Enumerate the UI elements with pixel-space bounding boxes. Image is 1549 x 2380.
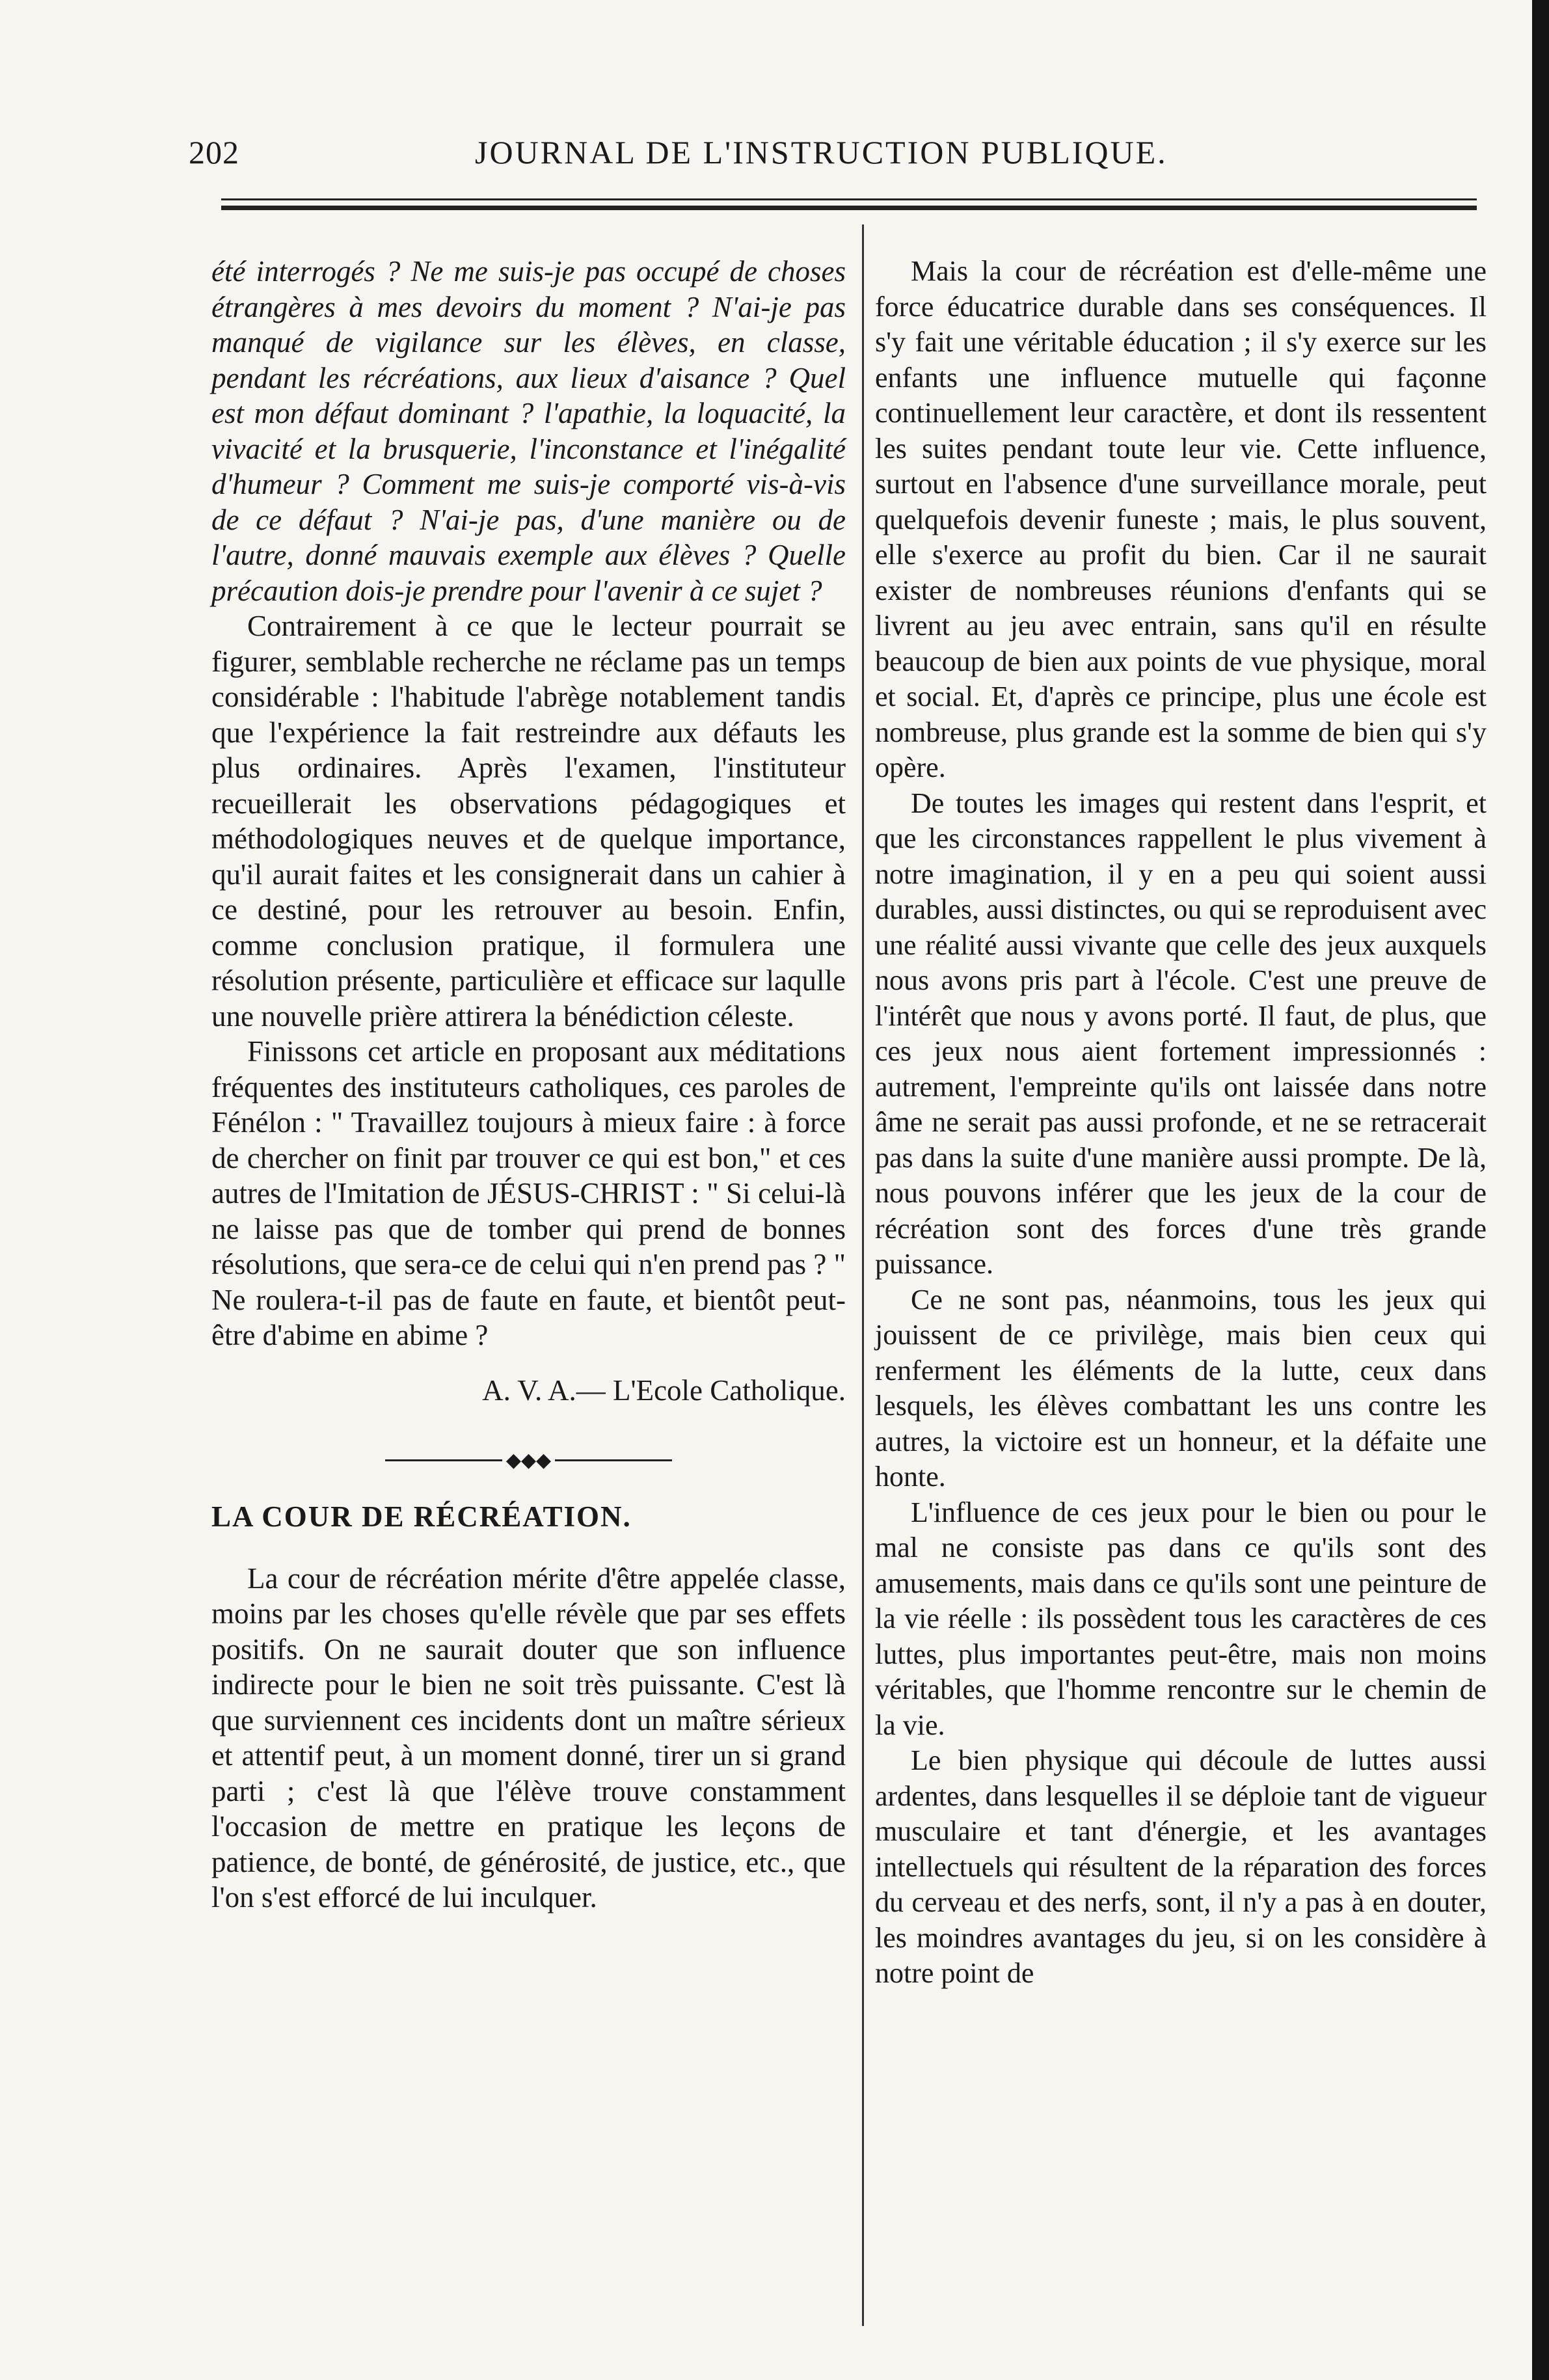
section-title: LA COUR DE RÉCRÉATION.	[211, 1500, 632, 1533]
article-signature: A. V. A.— L'Ecole Catholique.	[482, 1373, 846, 1407]
page-binding-edge	[1532, 0, 1549, 2380]
page-header	[189, 133, 1490, 179]
paragraph: L'influence de ces jeux pour le bien ou pour le mal ne consiste pas dans ce qu'ils sont des amusements, mais dans ce qu'ils sont une peinture de la vie réelle : ils possèdent tous les caractères de ces luttes, plus importantes peut-être, mais non moins véritables, que l'homme rencontre sur le chemin de la vie.	[875, 1496, 1487, 1741]
ornament-rule-right	[555, 1459, 672, 1461]
paragraph: Contrairement à ce que le lecteur pourrait se figurer, semblable recherche ne réclame pas un temps considérable : l'habitude l'abrège notablement tandis que l'expérience la fait restreindre aux défauts les plus ordinaires. Après l'examen, l'instituteur recueillerait les observations pédagogiques et méthodologiques neuves et de quelque importance, qu'il aurait faites et les consignerait dans un cahier à ce destiné, pour les retrouver au besoin. Enfin, comme conclusion pratique, il formulera une résolution présente, particulière et efficace sur laqulle une nouvelle prière attirera la bénédiction céleste.	[211, 610, 846, 1033]
left-column	[211, 254, 846, 1915]
paragraph: Finissons cet article en proposant aux méditations fréquentes des instituteurs catholiques, ces paroles de Fénélon : " Travaillez toujours à mieux faire : à force de chercher on finit par trouver ce qui est bon," et ces autres de l'Imitation de JÉSUS-CHRIST : " Si celui-là ne laisse pas que de tomber qui prend de bonnes résolutions, que sera-ce de celui qui n'en prend pas ? " Ne roulera-t-il pas de faute en faute, et bientôt peut-être d'abime en abime ?	[211, 1035, 846, 1351]
paragraph: La cour de récréation mérite d'être appelée classe, moins par les choses qu'elle révèle que par ses effets positifs. On ne saurait douter que son influence indirecte pour le bien ne soit très puissante. C'est là que surviennent ces incidents dont un maître sérieux et attentif peut, à un moment donné, tirer un si grand parti ; c'est là que l'élève trouve constamment l'occasion de mettre en pratique les leçons de patience, de bonté, de générosité, de justice, etc., que l'on s'est efforcé de lui inculquer.	[211, 1562, 846, 1913]
page-number: 202	[189, 134, 239, 170]
header-rule-thick	[221, 206, 1477, 210]
header-rule	[221, 198, 1477, 200]
ornament-rule-left	[385, 1459, 502, 1461]
italic-examination-questions: été interrogés ? Ne me suis-je pas occupé de choses étrangères à mes devoirs du moment ? N'ai-je pas manqué de vigilance sur les élèves, en classe, pendant les récréations, aux lieux d'aisance ? Quel est mon défaut dominant ? l'apathie, la loquacité, la vivacité et la brusquerie, l'inconstance et l'inégalité d'humeur ? Comment me suis-je comporté vis-à-vis de ce défaut ? N'ai-je pas, d'une manière ou de l'autre, donné mauvais exemple aux élèves ? Quelle précaution dois-je prendre pour l'avenir à ce sujet ?	[211, 255, 846, 607]
right-column	[875, 254, 1487, 1992]
running-title: JOURNAL DE L'INSTRUCTION PUBLIQUE.	[475, 134, 1168, 170]
paragraph: De toutes les images qui restent dans l'esprit, et que les circonstances rappellent le plus vivement à notre imagination, il y en a peu qui soient aussi durables, aussi distinctes, ou qui se reproduisent avec une réalité aussi vivante que celle des jeux auxquels nous avons pris part à l'école. C'est une preuve de l'intérêt que nous y avons porté. Il faut, de plus, que ces jeux nous aient fortement impressionnés : autrement, l'empreinte qu'ils ont laissée dans notre âme ne serait pas aussi profonde, et ne se retracerait pas dans la suite d'une manière aussi prompte. De là, nous pouvons inférer que les jeux de la cour de récréation sont des forces d'une très grande puissance.	[875, 787, 1487, 1280]
paragraph: Ce ne sont pas, néanmoins, tous les jeux qui jouissent de ce privilège, mais bien ceux qui renferment les éléments de la lutte, ceux dans lesquels, les élèves combattant les uns contre les autres, la victoire est un honneur, et la défaite une honte.	[875, 1283, 1487, 1493]
column-divider	[862, 224, 864, 2326]
section-ornament	[211, 1447, 846, 1473]
paragraph: Mais la cour de récréation est d'elle-même une force éducatrice durable dans ses conséquences. Il s'y fait une véritable éducation ; il s'y exerce sur les enfants une influence mutuelle qui façonne continuellement leur caractère, et dont ils ressentent les suites pendant toute leur vie. Cette influence, surtout en l'absence d'une surveillance morale, peut quelquefois devenir funeste ; mais, le plus souvent, elle s'exerce au profit du bien. Car il ne saurait exister de nombreuses réunions d'enfants qui se livrent au jeu avec entrain, sans qu'il en résulte beaucoup de bien aux points de vue physique, moral et social. Et, d'après ce principe, plus une école est nombreuse, plus grande est la somme de bien qui s'y opère.	[875, 255, 1487, 783]
paragraph: Le bien physique qui découle de luttes aussi ardentes, dans lesquelles il se déploie tant de vigueur musculaire et tant d'énergie, et les avantages intellectuels qui résultent de la réparation des forces du cerveau et des nerfs, sont, il n'y a pas à en douter, les moindres avantages du jeu, si on les considère à notre point de	[875, 1744, 1487, 1989]
ornament-diamonds: ◆◆◆	[505, 1449, 552, 1471]
